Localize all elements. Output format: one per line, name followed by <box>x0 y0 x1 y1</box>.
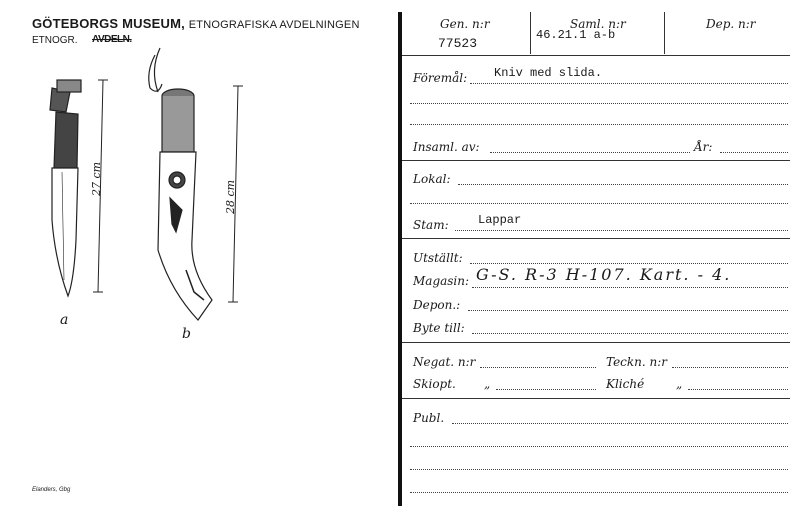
magasin-line <box>472 287 788 288</box>
foremal-value: Kniv med slida. <box>494 66 603 80</box>
stam-line <box>455 230 788 231</box>
museum-name: GÖTEBORGS MUSEUM, <box>32 16 185 31</box>
publ-line-4 <box>410 492 788 493</box>
saml-nr-label: Saml. n:r <box>570 17 626 31</box>
foremal-line-2 <box>410 103 788 104</box>
ar-line <box>720 152 788 153</box>
skiopt-label: Skiopt. <box>413 377 456 391</box>
dimension-b-label: 28 cm <box>224 179 237 214</box>
stam-value: Lappar <box>478 213 522 227</box>
publ-line-2 <box>410 446 788 447</box>
depon-line <box>468 310 788 311</box>
dep-nr-label: Dep. n:r <box>706 17 756 31</box>
col-sep-2 <box>664 12 665 54</box>
gen-nr-label: Gen. n:r <box>440 17 490 31</box>
dimension-a-label: 27 cm <box>90 161 103 196</box>
magasin-label: Magasin: <box>413 274 470 288</box>
teckn-label: Teckn. n:r <box>606 355 668 369</box>
rule-4 <box>402 342 790 343</box>
stam-label: Stam: <box>413 218 449 232</box>
kliche-line <box>688 389 788 390</box>
gen-nr-value: 77523 <box>438 36 478 51</box>
figure-b-label: b <box>182 326 191 342</box>
col-sep-1 <box>530 12 531 54</box>
rule-5 <box>402 398 790 399</box>
utstallt-line <box>470 263 788 264</box>
negat-label: Negat. n:r <box>413 355 476 369</box>
knife-b-drawing <box>149 48 212 320</box>
struck-text: AVDELN. <box>92 34 132 45</box>
foremal-label: Föremål: <box>413 71 468 85</box>
byte-line <box>472 333 788 334</box>
etnogr-label: ETNOGR. <box>32 35 78 46</box>
rule-2 <box>402 160 790 161</box>
knife-a-drawing <box>50 80 81 296</box>
skiopt-mark: „ <box>484 377 491 391</box>
byte-label: Byte till: <box>413 321 465 335</box>
foremal-line-3 <box>410 124 788 125</box>
insaml-line <box>490 152 690 153</box>
publ-label: Publ. <box>413 411 445 425</box>
lokal-label: Lokal: <box>413 172 451 186</box>
knife-drawings <box>0 0 398 519</box>
card-left-border <box>398 12 402 506</box>
figure-a-label: a <box>60 312 69 328</box>
lokal-line-2 <box>410 203 788 204</box>
ar-label: År: <box>694 140 713 154</box>
rule-3 <box>402 238 790 239</box>
publ-line <box>452 423 788 424</box>
depon-label: Depon.: <box>413 298 461 312</box>
department-name: ETNOGRAFISKA AVDELNINGEN <box>188 19 360 31</box>
negat-line <box>480 367 596 368</box>
kliche-label: Kliché <box>606 377 645 391</box>
foremal-line <box>470 83 788 84</box>
insaml-label: Insaml. av: <box>413 140 480 154</box>
printer-mark: Elanders, Gbg <box>32 487 71 493</box>
magasin-value: G-S. R-3 H-107. Kart. - 4. <box>476 265 732 284</box>
lokal-line <box>458 184 788 185</box>
utstallt-label: Utställt: <box>413 251 463 265</box>
header-rule <box>402 55 790 56</box>
saml-nr-value: 46.21.1 a-b <box>536 28 616 42</box>
publ-line-3 <box>410 469 788 470</box>
skiopt-line <box>496 389 596 390</box>
teckn-line <box>672 367 788 368</box>
kliche-mark: „ <box>676 377 683 391</box>
